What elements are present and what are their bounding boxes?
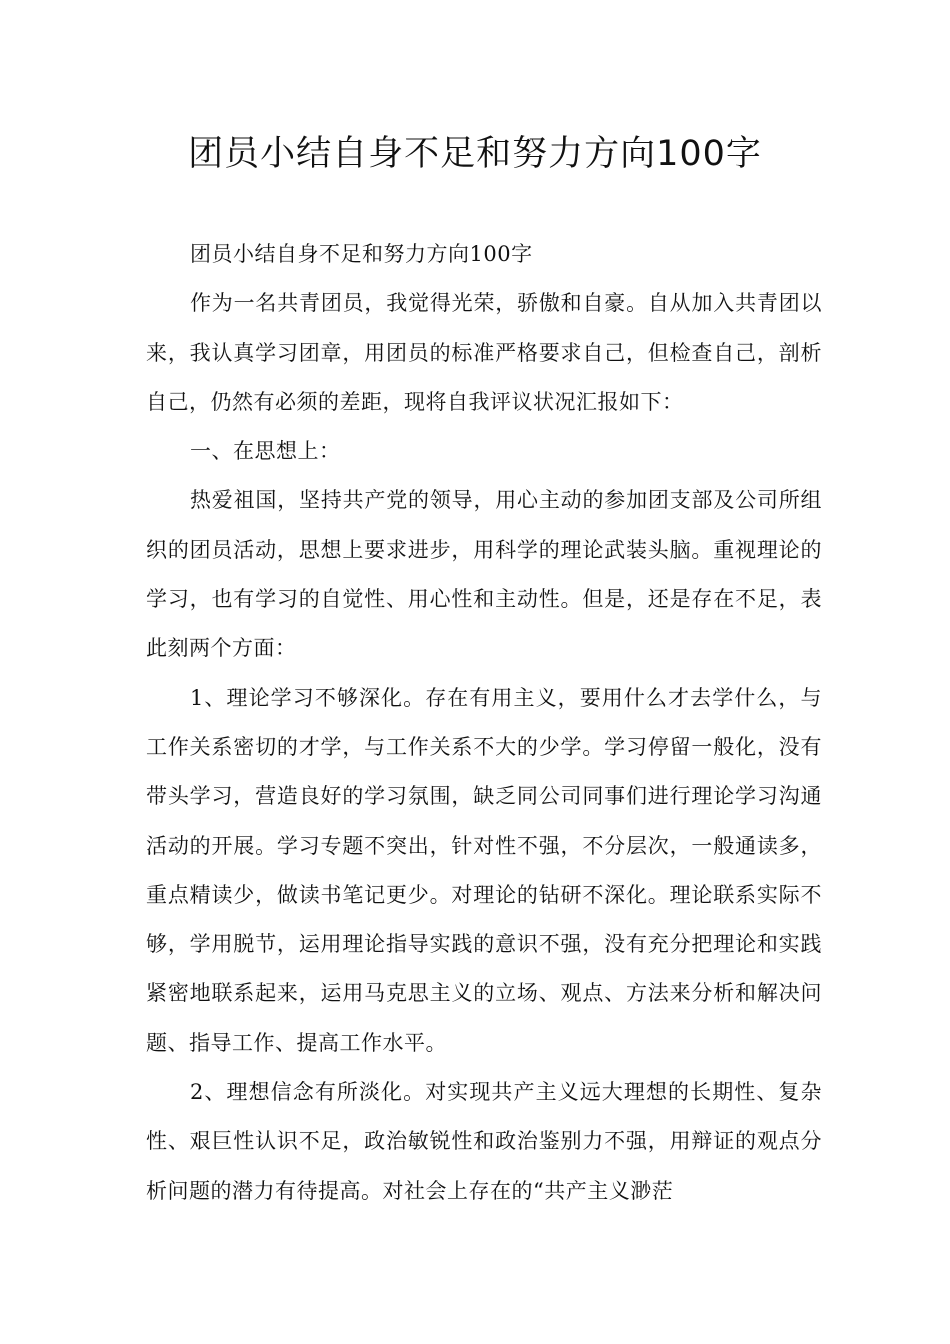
paragraph-thought: 热爱祖国，坚持共产党的领导，用心主动的参加团支部及公司所组织的团员活动，思想上要求进步，用科学的理论武装头脑。重视理论的学习，也有学习的自觉性、用心性和主动性。但是，还是存在不足，表此刻两个方面： [146, 488, 822, 661]
paragraph-subtitle: 团员小结自身不足和努力方向100字 [190, 242, 533, 266]
paragraph-point-1: 1、理论学习不够深化。存在有用主义，要用什么才去学什么，与工作关系密切的才学，与工作关系不大的少学。学习停留一般化，没有带头学习，营造良好的学习氛围，缺乏同公司同事们进行理论学习沟通活动的开展。学习专题不突出，针对性不强，不分层次，一般通读多，重点精读少，做读书笔记更少。对理论的钻研不深化。理论联系实际不够，学用脱节，运用理论指导实践的意识不强，没有充分把理论和实践紧密地联系起来，运用马克思主义的立场、观点、方法来分析和解决问题、指导工作、提高工作水平。 [146, 685, 822, 1055]
paragraph-section-heading: 一、在思想上： [190, 439, 341, 464]
paragraph-point-2: 2、理想信念有所淡化。对实现共产主义远大理想的长期性、复杂性、艰巨性认识不足，政治敏锐性和政治鉴别力不强，用辩证的观点分析问题的潜力有待提高。对社会上存在的“共产主义渺茫 [146, 1080, 822, 1203]
document-title: 团员小结自身不足和努力方向100字 [188, 134, 762, 174]
paragraph-intro: 作为一名共青团员，我觉得光荣，骄傲和自豪。自从加入共青团以来，我认真学习团章，用团员的标准严格要求自己，但检查自己，剖析自己，仍然有必须的差距，现将自我评议状况汇报如下： [146, 291, 822, 414]
document-body [146, 230, 822, 1216]
